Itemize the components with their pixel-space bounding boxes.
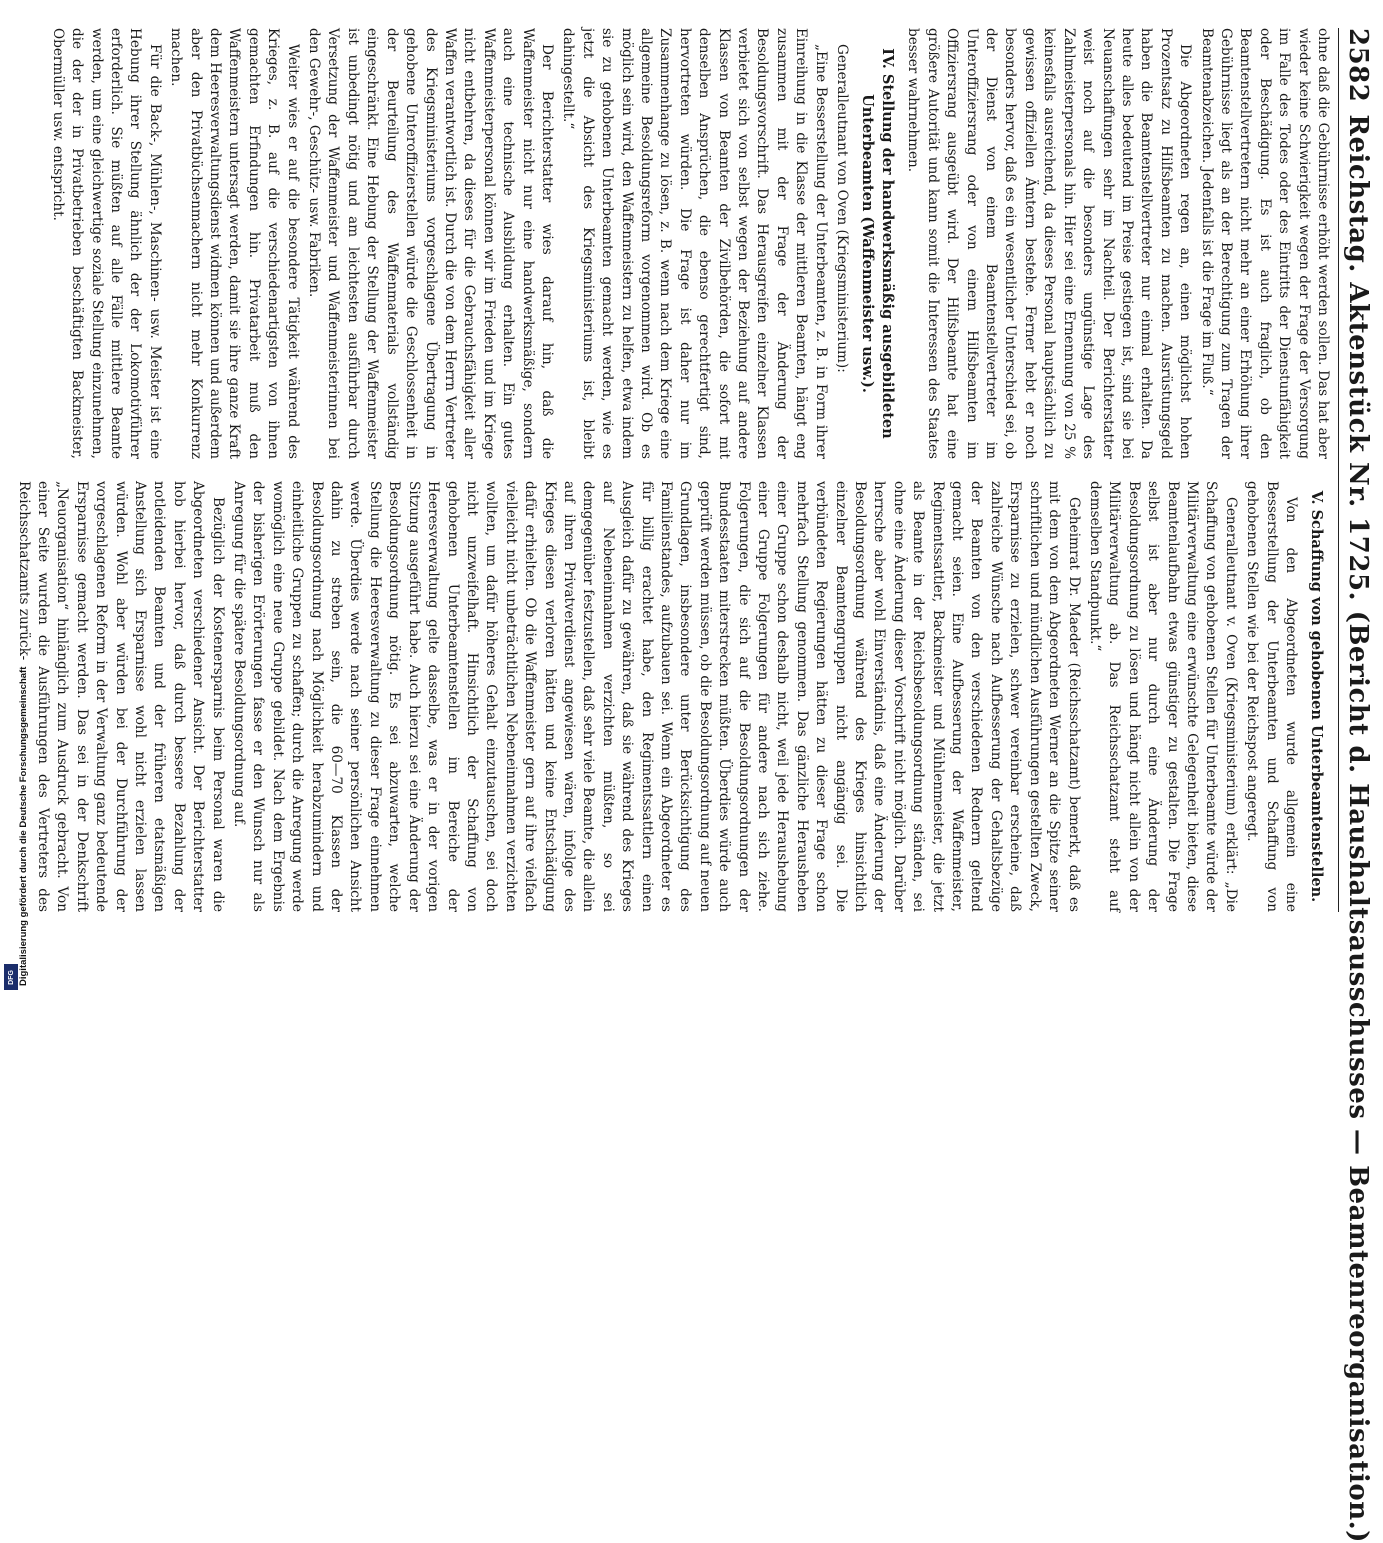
dfg-logo-text: DFG xyxy=(7,969,15,985)
margin-strip xyxy=(0,0,29,1000)
section-heading-v: V. Schaffung von gehobenen Unterbeamtenstellen. xyxy=(1308,490,1325,903)
paragraph: Von den Abgeordneten wurde allgemein eine Besserstellung der Unterbeamten und Schaffung von gehobenen Stellen wie bei der Reichspost angeregt. xyxy=(1244,481,1299,912)
paragraph: Die Abgeordneten regen an, einen möglichst hohen Prozentsatz zu Hilfsbeamten zu machen. Ausrüstungsgeld haben die Beamtenstellvertreter nur einmal erhalten. Da heute alles bedeutend im Preise gestiegen ist, sind sie bei Neuanschaffungen sehr im Nachteil. Der Berichterstatter weist noch auf die besonders ungünstige Lage des Zahlmeisterpersonals hin. Hier sei eine Ernennung von 25 % keinesfalls ausreichend, da dieses Personal hauptsächlich zu gewissen offiziellen Ämtern bestehe. Ferner hebt er noch besonders hervor, daß es ein wesentlicher Unterschied sei, ob der Dienst von einem Beamtenstellvertreter im Unteroffiziersrang oder von einem Hilfsbeamten im Offiziersrang ausgeübt wird. Der Hilfsbeamte hat eine größere Autorität und kann somit die Interessen des Staates besser wahrnehmen. xyxy=(905,28,1194,459)
section-heading-iv: IV. Stellung der handwerksmäßig ausgebildeten Unterbeamten (Waffenmeister usw.). xyxy=(859,48,897,439)
paragraph: Geheimrat Dr. Maeder (Reichsschatzamt) bemerkt, daß es mit dem von dem Abgeordneten Werner an die Spitze seiner schriftlichen und mündlichen Ausführungen gestellten Zweck, Ersparnisse zu erzielen, schwer vereinbar erscheine, daß zahlreiche Wünsche nach Aufbesserung der Gehaltsbezüge der Beamten von den verschiedenen Rednern geltend gemacht seien. Eine Aufbesserung der Waffenmeister, Regimentssattler, Backmeister und Mühlenmeister, die jetzt als Beamte in der Reichsbesoldungsordnung ständen, sei ohne eine Änderung dieser Vorschrift nicht möglich. Darüber herrsche aber wohl Einverständnis, daß eine Änderung der Besoldungsordnung während des Krieges hinsichtlich einzelner Beamtengruppen nicht angängig sei. Die verbündeten Regierungen hätten zu dieser Frage schon mehrfach Stellung genommen. Das gänzliche Herausheben einer Gruppe schon deshalb nicht, weil jede Heraushebung einer Gruppe Folgerungen für andere nach sich ziehe. Folgerungen, die sich auf die Besoldungsordnungen der Bundesstaaten miterstrecken müßten. Überdies würde auch geprüft werden müssen, ob die Besoldungsordnung auf neuen Grundlagen, insbesondere unter Berücksichtigung des Familienstandes, aufzubauen sei. Wenn ein Abgeordneter es für billig erachtet habe, den Regimentssattlern einen Ausgleich dafür zu gewähren, daß sie während des Krieges auf Nebeneinnahmen verzichten müßten, so sei demgegenüber festzustellen, daß sehr viele Beamte, die allein auf ihren Privatverdienst angewiesen wären, infolge des Krieges diesen verloren hätten und keine Entschädigung dafür erhielten. Ob die Waffenmeister gern auf ihre vielfach vielleicht nicht unbeträchtlichen Nebeneinnahmen verzichten wollten, um dafür höheres Gehalt einzutauschen, sei doch nicht unzweifelhaft. Hinsichtlich der Schaffung von gehobenen Unterbeamtenstellen im Bereiche der Heeresverwaltung gelte dasselbe, was er in der vorigen Sitzung ausgeführt habe. Auch hierzu sei eine Änderung der Besoldungsordnung nötig. Es sei abzuwarten, welche Stellung die Heeresverwaltung zu dieser Frage einnehmen werde. Überdies werde nach seiner persönlichen Ansicht dahin zu streben sein, die 60—70 Klassen der Besoldungsordnung nach Möglichkeit herabzumindern und einheitliche Gruppen zu schaffen; durch die Anregung werde womöglich eine neue Gruppe gebildet. Nach dem Ergebnis der bisherigen Erörterungen fasse er den Wunsch nur als Anregung für die spätere Besoldungsordnung auf. xyxy=(231,481,1082,912)
attribution-text: Digitalisierung gefördert durch die Deutsche Forschungsgemeinschaft xyxy=(18,666,29,986)
dfg-logo xyxy=(4,964,18,990)
left-column xyxy=(49,28,1332,459)
paragraph: Generalleutnant v. Oven (Kriegsministerium) erklärt: „Die Schaffung von gehobenen Stellen für Unterbeamte würde der Militärverwaltung eine erwünschte Gelegenheit bieten, diese Beamtenlaufbahn etwas günstiger zu gestalten. Die Frage selbst ist aber nur durch eine Änderung der Besoldungsordnung zu lösen und hängt nicht allein von der Militärverwaltung ab. Das Reichsschatzamt steht auf demselben Standpunkt.“ xyxy=(1086,481,1239,912)
paragraph: Weiter wies er auf die besondere Tätigkeit während des Krieges, z. B. auf die verschiedenartigsten von ihnen gemachten Erfindungen hin. Privatarbeit muß den Waffenmeistern untersagt werden, damit sie ihre ganze Kraft dem Heeresverwaltungsdienst widmen können und außerdem aber den Privatbüchsenmachern nicht mehr Konkurrenz machen. xyxy=(168,28,301,459)
page-number: 2582 xyxy=(1343,28,1373,103)
page-header-title: Reichstag. Aktenstück Nr. 1725. (Bericht d. Haushaltsausschusses — Beamtenreorganisation.) xyxy=(1343,114,1373,1543)
paragraph: Bezüglich der Kostenersparnis beim Personal waren die Abgeordneten verschiedener Ansicht. Der Berichterstatter hob hierbei hervor, daß durch bessere Bezahlung der notleidenden Beamten und der früheren etatsmäßigen Anstellung sich Ersparnisse wohl nicht erzielen lassen würden. Wohl aber würden bei der Durchführung der vorgeschlagenen Reform in der Verwaltung ganz bedeutende Ersparnisse gemacht werden. Das sei in der Denkschrift „Neuorganisation“ hinlänglich zum Ausdruck gebracht. Von einer Seite wurden die Ausführungen des Vertreters des Reichsschatzamts zurück- xyxy=(15,481,226,912)
page-header xyxy=(1338,28,1373,1543)
paragraph: Für die Back-, Mühlen-, Maschinen- usw. Meister ist eine Hebung ihrer Stellung ähnlich der der Lokomotivführer erforderlich. Sie müßten auf alle Fälle mittlere Beamte werden, um eine gleichwertige soziale Stellung einzunehmen, die der der in Privatbetrieben beschäftigten Backmeister, Obermüller usw. entspricht. xyxy=(49,28,163,459)
paragraph: „Eine Besserstellung der Unterbeamten, z. B. in Form ihrer Einreihung in die Klasse der mittleren Beamten, hängt eng zusammen mit der Frage der Änderung der Besoldungsvorschrift. Das Herausgreifen einzelner Klassen verbietet sich von selbst wegen der Beziehung auf andere Klassen von Beamten der Zivilbehörden, die sofort mit denselben Ansprüchen, die ebenso gerechtfertigt sind, hervortreten würden. Die Frage ist daher nur im Zusammenhange zu lösen, z. B. wenn nach dem Kriege eine allgemeine Besoldungsreform vorgenommen wird. Ob es möglich sein wird, den Waffenmeistern zu helfen, etwa indem sie zu gehobenen Unterbeamten gemacht werden, wie es jetzt die Absicht des Kriegsministeriums ist, bleibt dahingestellt.“ xyxy=(560,28,829,459)
paragraph: ohne daß die Gebührnisse erhöht werden sollen. Das hat aber wieder keine Schwierigkeit wegen der Frage der Versorgung im Falle des Todes oder des Eintritts der Dienstunfähigkeit oder Beschädigung. Es ist auch fraglich, ob den Beamtenstellvertretern nicht mehr an einer Erhöhung ihrer Gebührnisse liegt als an der Berechtigung zum Tragen der Beamtenabzeichen. Jedenfalls ist die Frage im Fluß.“ xyxy=(1198,28,1331,459)
paragraph: Generalleutnant von Oven (Kriegsministerium): xyxy=(834,44,851,373)
paragraph: Der Berichterstatter wies darauf hin, daß die Waffenmeister nicht nur eine handwerksmäßige, sondern auch eine technische Ausbildung erhalten. Ein gutes Waffenmeisterpersonal können wir im Frieden und im Kriege nicht entbehren, da dieses für die Gebrauchsfähigkeit aller Waffen verantwortlich ist. Durch die von dem Herrn Vertreter des Kriegsministeriums vorgeschlagene Übertragung in gehobene Unteroffizierstellen würde die Geschlossenheit in der Beurteilung des Waffenmaterials vollständig eingeschränkt. Eine Hebung der Stellung der Waffenmeister ist unbedingt nötig und am leichtesten ausführbar durch Versetzung der Waffenmeister und Waffenmeisterinnen bei den Gewehr-, Geschütz- usw. Fabriken. xyxy=(306,28,555,459)
